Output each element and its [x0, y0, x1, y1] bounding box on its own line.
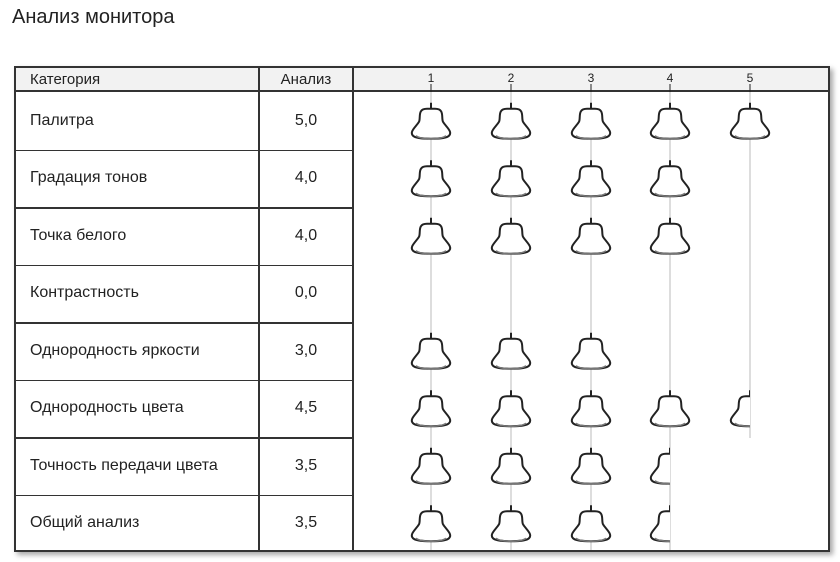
rating-value: 0,0: [294, 284, 318, 302]
category-label: Палитра: [30, 111, 94, 129]
scale-label: 2: [507, 71, 515, 85]
rating-pawn-icon: [412, 333, 450, 369]
category-label: Однородность цвета: [30, 399, 184, 417]
category-label: Градация тонов: [30, 169, 148, 187]
row-separator: [16, 150, 352, 152]
rating-pawn-icon: [572, 448, 610, 484]
rating-pawn-icon: [492, 103, 530, 139]
rating-value: 4,0: [294, 226, 318, 244]
scale-label: 5: [746, 71, 754, 85]
rating-pawn-icon: [412, 160, 450, 196]
rating-pawn-icon: [731, 103, 769, 139]
rating-pawn-icon: [412, 505, 450, 541]
rating-value: 3,5: [294, 514, 318, 532]
rating-pawn-half-icon: [731, 390, 769, 426]
category-label: Однородность яркости: [30, 341, 200, 359]
rating-pawn-icon: [572, 103, 610, 139]
row-separator: [16, 207, 352, 209]
rating-pawn-icon: [572, 333, 610, 369]
rating-pawn-icon: [572, 390, 610, 426]
category-label: Контрастность: [30, 284, 139, 302]
row-separator: [16, 437, 352, 439]
rating-pawn-icon: [492, 218, 530, 254]
rating-pawn-icon: [572, 160, 610, 196]
rating-value: 4,5: [294, 399, 318, 417]
category-label: Точность передачи цвета: [30, 456, 218, 474]
rating-value: 4,0: [294, 169, 318, 187]
rating-pawn-icon: [412, 103, 450, 139]
rating-value: 5,0: [294, 111, 318, 129]
rating-value: 3,0: [294, 341, 318, 359]
header-value: Анализ: [280, 71, 332, 88]
row-separator: [16, 380, 352, 382]
row-separator: [16, 495, 352, 497]
page-title: Анализ монитора: [12, 6, 175, 28]
rating-pawn-icon: [412, 218, 450, 254]
rating-pawn-icon: [412, 448, 450, 484]
row-separator: [16, 322, 352, 324]
rating-pawn-icon: [572, 218, 610, 254]
rating-pawn-icon: [412, 390, 450, 426]
column-separator: [258, 68, 260, 550]
rating-pawn-icon: [651, 160, 689, 196]
rating-pawn-half-icon: [651, 448, 689, 484]
rating-pawn-icon: [572, 505, 610, 541]
header-category: Категория: [30, 71, 101, 88]
scale-label: 3: [587, 71, 595, 85]
rating-table: [14, 66, 830, 552]
scale-label: 4: [666, 71, 674, 85]
rating-pawn-icon: [651, 103, 689, 139]
rating-pawn-half-icon: [651, 505, 689, 541]
rating-pawn-icon: [492, 448, 530, 484]
row-separator: [16, 265, 352, 267]
rating-pawn-icon: [492, 333, 530, 369]
scale-label: 1: [427, 71, 435, 85]
rating-pawn-icon: [492, 390, 530, 426]
category-label: Общий анализ: [30, 514, 140, 532]
rating-value: 3,5: [294, 456, 318, 474]
rating-pawn-icon: [492, 505, 530, 541]
rating-pawn-icon: [651, 218, 689, 254]
rating-plot: [354, 68, 828, 550]
category-label: Точка белого: [30, 226, 127, 244]
rating-pawn-icon: [651, 390, 689, 426]
rating-pawn-icon: [492, 160, 530, 196]
